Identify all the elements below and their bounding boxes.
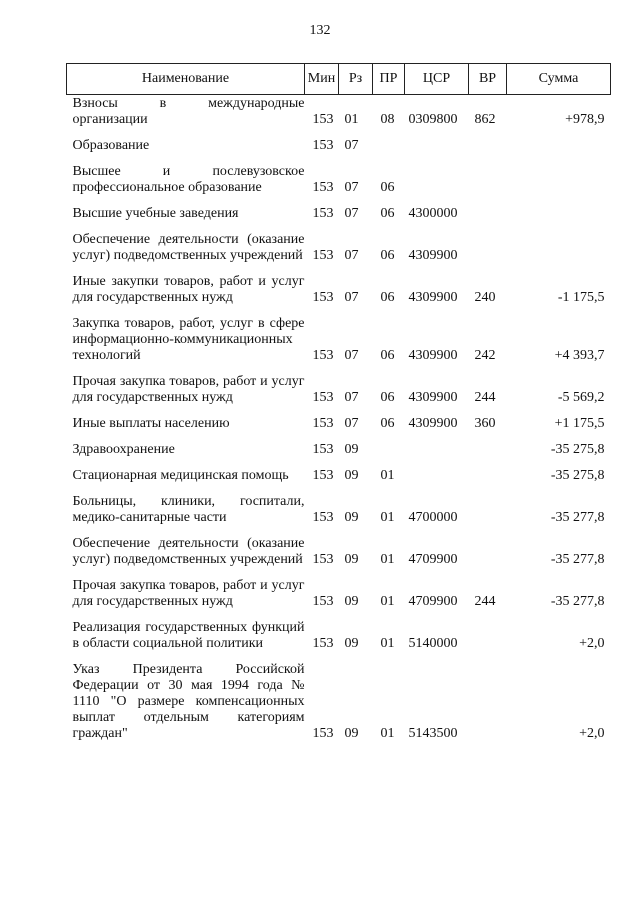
row-name: Обеспечение деятельности (оказание услуг) подведомственных учреждений <box>72 232 305 263</box>
row-rz: 07 <box>344 348 359 363</box>
row-min: 153 <box>312 290 334 305</box>
header-rz: Рз <box>339 64 373 95</box>
row-pr: 06 <box>380 248 395 263</box>
row-rz: 09 <box>344 510 359 525</box>
row-vr <box>469 206 507 232</box>
table-row <box>67 536 611 578</box>
row-pr: 08 <box>380 112 395 127</box>
row-sum: -35 275,8 <box>550 442 605 457</box>
row-csr <box>405 138 469 164</box>
row-vr <box>469 468 507 494</box>
row-pr: 06 <box>380 290 395 305</box>
row-sum: +1 175,5 <box>554 416 605 431</box>
header-csr: ЦСР <box>405 64 469 95</box>
row-sum: -35 277,8 <box>550 552 605 567</box>
row-name: Иные выплаты населению <box>72 416 230 431</box>
row-min: 153 <box>312 248 334 263</box>
row-pr: 06 <box>380 348 395 363</box>
row-name: Иные закупки товаров, работ и услуг для государственных нужд <box>72 274 305 305</box>
row-min: 153 <box>312 180 334 195</box>
row-pr: 01 <box>380 636 395 651</box>
row-csr: 5140000 <box>408 636 458 651</box>
row-min: 153 <box>312 442 334 457</box>
row-rz: 07 <box>344 390 359 405</box>
row-rz: 07 <box>344 416 359 431</box>
row-csr <box>405 468 469 494</box>
row-vr: 360 <box>474 416 496 431</box>
row-vr: 240 <box>474 290 496 305</box>
table-row <box>67 620 611 662</box>
row-sum: +978,9 <box>565 112 605 127</box>
row-csr: 4309900 <box>408 416 458 431</box>
row-sum: -1 175,5 <box>557 290 605 305</box>
table-row <box>67 316 611 374</box>
row-sum: -35 275,8 <box>550 468 605 483</box>
row-name: Обеспечение деятельности (оказание услуг) подведомственных учреждений <box>72 536 305 567</box>
page-number: 132 <box>309 23 331 38</box>
row-rz: 07 <box>344 290 359 305</box>
row-csr: 4309900 <box>408 390 458 405</box>
row-pr: 06 <box>380 390 395 405</box>
row-vr: 244 <box>474 390 496 405</box>
row-min: 153 <box>312 510 334 525</box>
row-sum: +2,0 <box>579 726 605 741</box>
row-name: Высшие учебные заведения <box>72 206 239 221</box>
row-rz: 09 <box>344 636 359 651</box>
row-vr <box>469 620 507 662</box>
row-sum <box>507 164 611 206</box>
row-rz: 07 <box>344 138 359 153</box>
row-min: 153 <box>312 112 334 127</box>
header-vr: ВР <box>469 64 507 95</box>
table-row <box>67 662 611 752</box>
row-min: 153 <box>312 348 334 363</box>
row-name: Здравоохранение <box>72 442 175 457</box>
row-sum <box>507 138 611 164</box>
row-sum: -35 277,8 <box>550 510 605 525</box>
row-min: 153 <box>312 726 334 741</box>
row-pr: 06 <box>380 180 395 195</box>
row-sum: -5 569,2 <box>557 390 605 405</box>
row-vr <box>469 138 507 164</box>
row-csr: 4309900 <box>408 290 458 305</box>
table-row <box>67 442 611 468</box>
row-pr <box>373 138 405 164</box>
table-row <box>67 138 611 164</box>
row-vr: 862 <box>474 112 496 127</box>
table-row <box>67 274 611 316</box>
row-rz: 07 <box>344 206 359 221</box>
row-sum: -35 277,8 <box>550 594 605 609</box>
table-row <box>67 468 611 494</box>
table-row <box>67 206 611 232</box>
row-vr: 244 <box>474 594 496 609</box>
row-sum: +4 393,7 <box>554 348 605 363</box>
table-row <box>67 232 611 274</box>
row-rz: 01 <box>344 112 359 127</box>
row-min: 153 <box>312 468 334 483</box>
row-min: 153 <box>312 206 334 221</box>
table-row <box>67 416 611 442</box>
row-min: 153 <box>312 416 334 431</box>
row-pr: 06 <box>380 416 395 431</box>
row-vr <box>469 442 507 468</box>
row-pr: 01 <box>380 552 395 567</box>
row-name: Реализация государственных функций в области социальной политики <box>72 620 305 651</box>
row-name: Прочая закупка товаров, работ и услуг для государственных нужд <box>72 578 305 609</box>
table-row <box>67 494 611 536</box>
header-pr: ПР <box>373 64 405 95</box>
row-min: 153 <box>312 138 334 153</box>
row-rz: 09 <box>344 442 359 457</box>
row-vr <box>469 536 507 578</box>
row-pr: 06 <box>380 206 395 221</box>
table-header-row <box>67 64 611 95</box>
row-min: 153 <box>312 636 334 651</box>
row-rz: 09 <box>344 552 359 567</box>
row-min: 153 <box>312 390 334 405</box>
row-csr: 4709900 <box>408 552 458 567</box>
row-name: Больницы, клиники, госпитали, медико-санитарные части <box>72 494 305 525</box>
table-row <box>67 578 611 620</box>
row-min: 153 <box>312 552 334 567</box>
row-name: Прочая закупка товаров, работ и услуг для государственных нужд <box>72 374 305 405</box>
row-csr <box>405 164 469 206</box>
row-vr: 242 <box>474 348 496 363</box>
row-name: Образование <box>72 138 150 153</box>
row-pr: 01 <box>380 594 395 609</box>
row-csr: 4300000 <box>408 206 458 221</box>
row-rz: 09 <box>344 726 359 741</box>
header-min: Мин <box>305 64 339 95</box>
row-name: Закупка товаров, работ, услуг в сфере информационно-коммуникационных технологий <box>72 316 305 363</box>
row-rz: 09 <box>344 468 359 483</box>
header-sum: Сумма <box>507 64 611 95</box>
budget-table <box>66 63 611 752</box>
row-rz: 09 <box>344 594 359 609</box>
row-pr: 01 <box>380 726 395 741</box>
row-rz: 07 <box>344 248 359 263</box>
row-name: Высшее и послевузовское профессиональное образование <box>72 164 305 195</box>
row-sum: +2,0 <box>579 636 605 651</box>
row-vr <box>469 494 507 536</box>
row-vr <box>469 662 507 752</box>
row-name: Взносы в международные организации <box>72 96 305 127</box>
row-csr: 4309900 <box>408 348 458 363</box>
row-csr: 5143500 <box>408 726 458 741</box>
row-vr <box>469 232 507 274</box>
header-name: Наименование <box>67 64 305 95</box>
table-row <box>67 374 611 416</box>
row-rz: 07 <box>344 180 359 195</box>
row-csr: 4309900 <box>408 248 458 263</box>
row-csr: 0309800 <box>408 112 458 127</box>
row-pr: 01 <box>380 510 395 525</box>
row-csr: 4709900 <box>408 594 458 609</box>
row-name: Указ Президента Российской Федерации от 30 мая 1994 года № 1110 "О размере компенсационных выплат отдельным категориям граждан" <box>72 662 305 741</box>
row-vr <box>469 164 507 206</box>
row-pr <box>373 442 405 468</box>
row-min: 153 <box>312 594 334 609</box>
row-sum <box>507 206 611 232</box>
row-sum <box>507 232 611 274</box>
row-csr <box>405 442 469 468</box>
row-pr: 01 <box>380 468 395 483</box>
table-row <box>67 95 611 139</box>
table-row <box>67 164 611 206</box>
row-name: Стационарная медицинская помощь <box>72 468 289 483</box>
row-csr: 4700000 <box>408 510 458 525</box>
